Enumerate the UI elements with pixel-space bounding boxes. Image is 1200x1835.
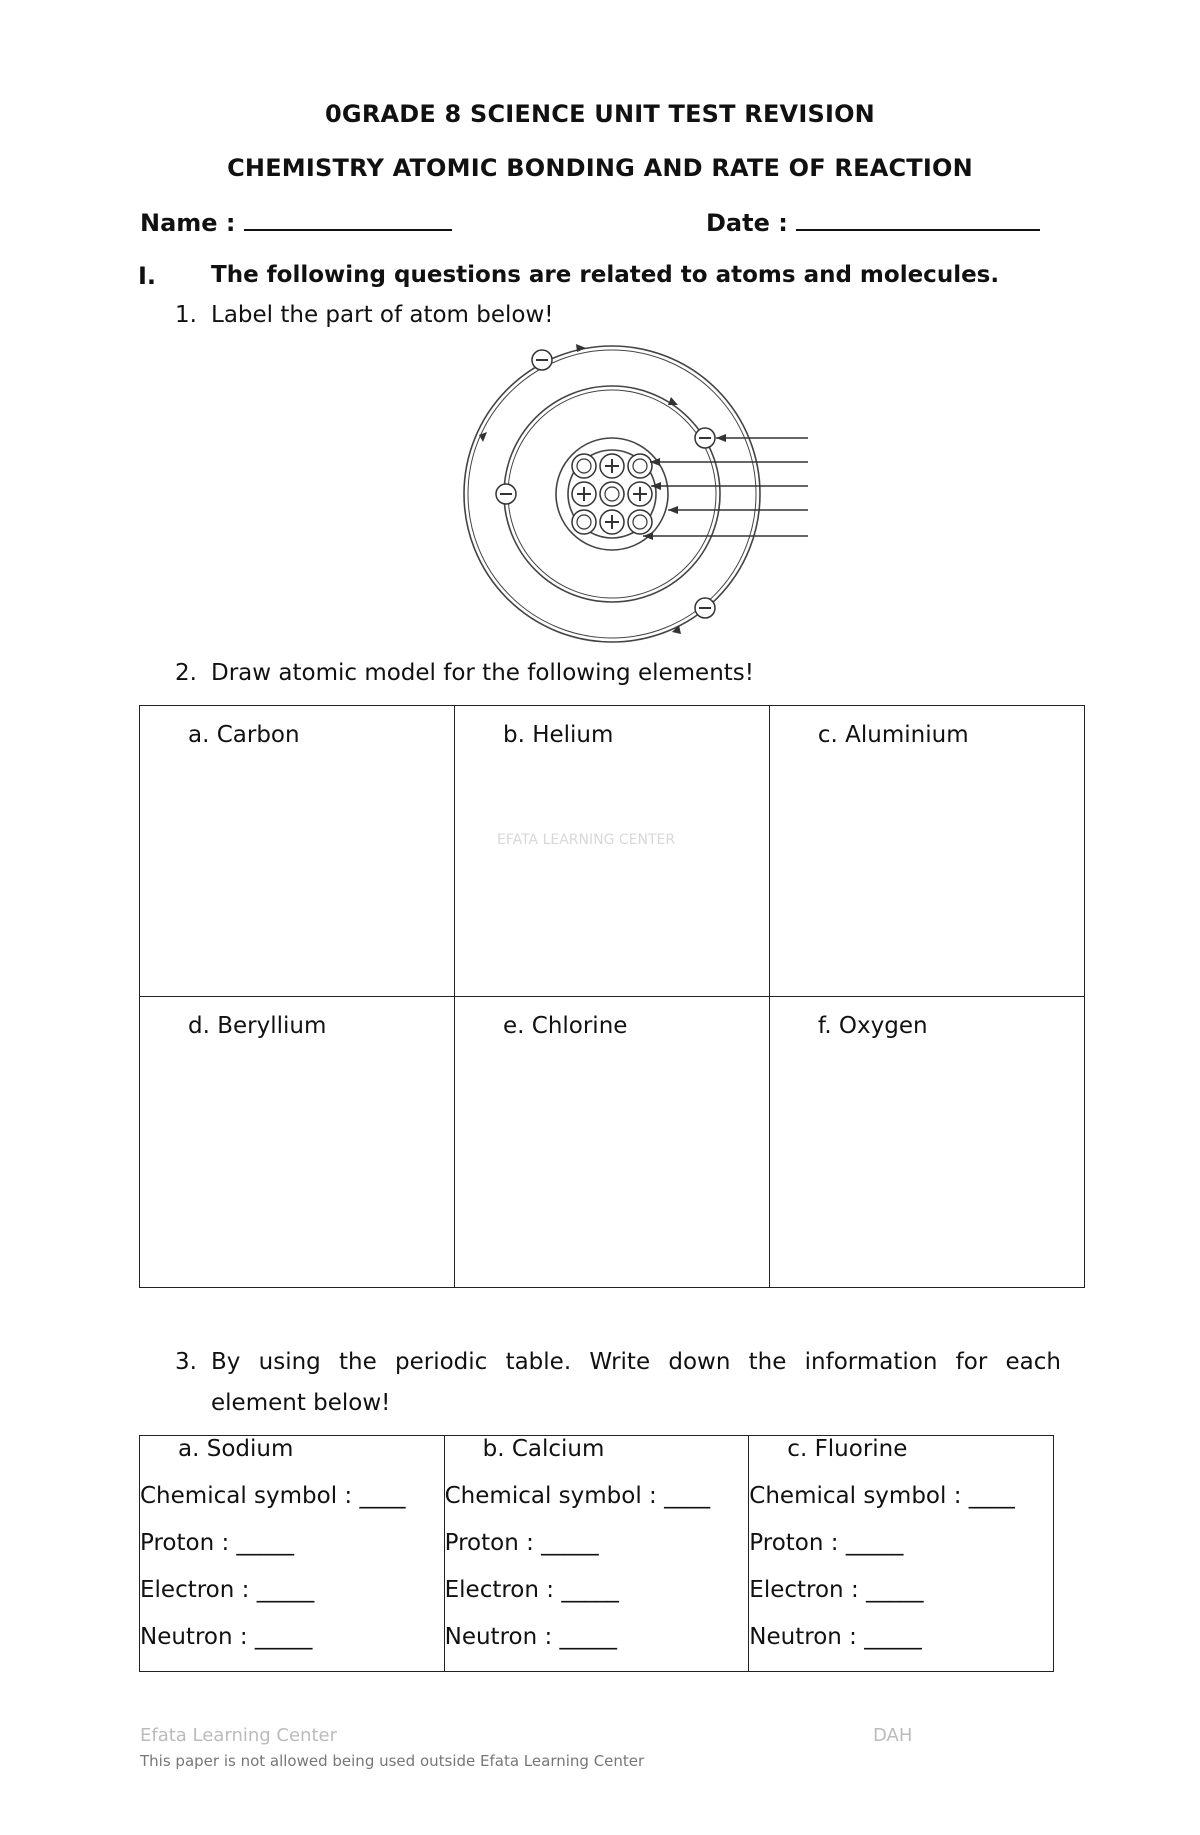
- name-field[interactable]: [140, 207, 452, 237]
- chemical-symbol-field[interactable]: Chemical symbol : ____: [140, 1483, 406, 1509]
- element-name: a. Sodium: [178, 1436, 294, 1462]
- info-cell-fluorine[interactable]: [749, 1436, 1054, 1672]
- neutron-field[interactable]: Neutron : _____: [749, 1624, 922, 1650]
- date-field[interactable]: [706, 207, 1040, 237]
- cell-label: f. Oxygen: [817, 1013, 928, 1039]
- proton-field[interactable]: Proton : _____: [444, 1530, 599, 1556]
- q2-text: Draw atomic model for the following elements!: [211, 660, 754, 686]
- cell-label: b. Helium: [502, 722, 614, 748]
- page-title: 0GRADE 8 SCIENCE UNIT TEST REVISION: [325, 100, 875, 128]
- neutron-field[interactable]: Neutron : _____: [444, 1624, 618, 1650]
- footer-initials: DAH: [873, 1725, 913, 1746]
- atomic-model-table: [139, 705, 1085, 1288]
- date-label: Date :: [706, 209, 788, 237]
- neutron-field[interactable]: Neutron : _____: [140, 1624, 313, 1650]
- cell-label: a. Carbon: [188, 722, 300, 748]
- footer-organization: Efata Learning Center: [140, 1725, 337, 1746]
- q3-number: 3.: [175, 1349, 197, 1375]
- draw-cell-oxygen[interactable]: [769, 997, 1084, 1288]
- draw-cell-carbon[interactable]: [140, 706, 455, 997]
- name-label: Name :: [140, 209, 236, 237]
- info-cell-calcium[interactable]: [444, 1436, 749, 1672]
- electron-field[interactable]: Electron : _____: [444, 1577, 619, 1603]
- cell-label: c. Aluminium: [817, 722, 969, 748]
- draw-cell-beryllium[interactable]: [140, 997, 455, 1288]
- section-heading: The following questions are related to atoms and molecules.: [211, 262, 1000, 288]
- watermark: EFATA LEARNING CENTER: [496, 832, 676, 848]
- name-blank[interactable]: [244, 207, 452, 231]
- q3-text-line2: element below!: [211, 1390, 391, 1416]
- electron-field[interactable]: Electron : _____: [749, 1577, 924, 1603]
- element-name: c. Fluorine: [787, 1436, 908, 1462]
- proton-field[interactable]: Proton : _____: [140, 1530, 295, 1556]
- electron-field[interactable]: Electron : _____: [140, 1577, 315, 1603]
- page-subtitle: CHEMISTRY ATOMIC BONDING AND RATE OF REACTION: [227, 154, 973, 182]
- element-info-table: [139, 1435, 1054, 1672]
- q2-number: 2.: [175, 660, 197, 686]
- draw-cell-helium[interactable]: [454, 706, 769, 997]
- cell-label: e. Chlorine: [502, 1013, 628, 1039]
- q1-text: Label the part of atom below!: [211, 302, 554, 328]
- chemical-symbol-field[interactable]: Chemical symbol : ____: [749, 1483, 1015, 1509]
- info-cell-sodium[interactable]: [140, 1436, 445, 1672]
- date-blank[interactable]: [796, 207, 1040, 231]
- atom-diagram: [450, 340, 820, 650]
- footer-notice: This paper is not allowed being used outside Efata Learning Center: [140, 1752, 645, 1770]
- cell-label: d. Beryllium: [188, 1013, 327, 1039]
- draw-cell-chlorine[interactable]: [454, 997, 769, 1288]
- q3-text-line1: By using the periodic table. Write down the information for each: [211, 1349, 1061, 1375]
- section-numeral: I.: [138, 262, 157, 290]
- element-name: b. Calcium: [482, 1436, 605, 1462]
- draw-cell-aluminium[interactable]: [769, 706, 1084, 997]
- proton-field[interactable]: Proton : _____: [749, 1530, 904, 1556]
- q1-number: 1.: [175, 302, 197, 328]
- chemical-symbol-field[interactable]: Chemical symbol : ____: [444, 1483, 711, 1509]
